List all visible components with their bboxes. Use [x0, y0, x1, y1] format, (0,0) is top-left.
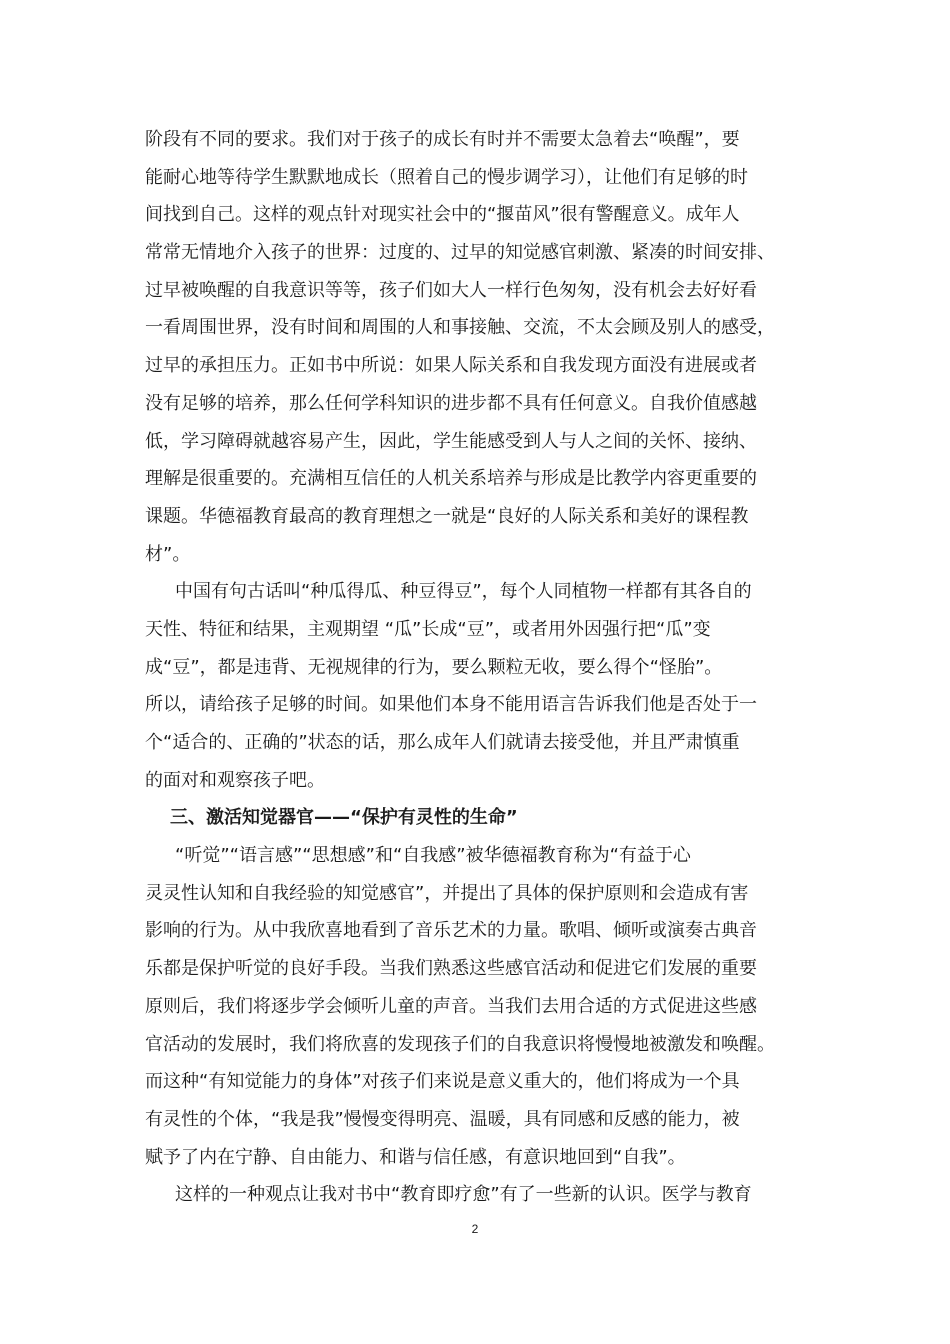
text-line: 赋予了内在宁静、自由能力、和谐与信任感，有意识地回到“自我”。 [145, 1146, 686, 1168]
text-line: 理解是很重要的。充满相互信任的人机关系培养与形成是比教学内容更重要的 [145, 468, 757, 490]
text-line: 官活动的发展时，我们将欣喜的发现孩子们的自我意识将慢慢地被激发和唤醒。 [145, 1033, 775, 1055]
text-line: 个“适合的、正确的”状态的话，那么成年人们就请去接受他，并且严肃慎重 [145, 732, 740, 753]
text-line: 有灵性的个体，“我是我”慢慢变得明亮、温暖，具有同感和反感的能力，被 [145, 1108, 740, 1130]
text-line: 课题。华德福教育最高的教育理想之一就是“良好的人际关系和美好的课程教 [145, 505, 749, 527]
text-line: 能耐心地等待学生默默地成长（照着自己的慢步调学习），让他们有足够的时 [145, 166, 748, 188]
page-number: 2 [471, 1222, 479, 1236]
paragraph-first-line: 中国有句古话叫“种瓜得瓜、种豆得豆”，每个人同植物一样都有其各自的 [175, 581, 752, 603]
section-heading: 三、激活知觉器官——“保护有灵性的生命” [170, 807, 518, 829]
text-line: 成“豆”，都是违背、无视规律的行为，要么颗粒无收，要么得个“怪胎”。 [145, 656, 723, 678]
text-line: 原则后，我们将逐步学会倾听儿童的声音。当我们去用合适的方式促进这些感 [145, 995, 757, 1017]
text-line: 间找到自己。这样的观点针对现实社会中的“揠苗风”很有警醒意义。成年人 [145, 204, 740, 226]
text-line: 低，学习障碍就越容易产生，因此，学生能感受到人与人之间的关怀、接纳、 [145, 430, 757, 452]
paragraph-first-line: 这样的一种观点让我对书中“教育即疗愈”有了一些新的认识。医学与教育 [175, 1184, 752, 1206]
paragraph-first-line: “听觉”“语言感”“思想感”和“自我感”被华德福教育称为“有益于心 [175, 845, 691, 867]
text-line: 影响的行为。从中我欣喜地看到了音乐艺术的力量。歌唱、倾听或演奏古典音 [145, 920, 757, 942]
text-line: 天性、特征和结果，主观期望 “瓜”长成“豆”，或者用外因强行把“瓜”变 [145, 618, 711, 640]
text-line: 的面对和观察孩子吧。 [145, 769, 325, 791]
text-line: 没有足够的培养，那么任何学科知识的进步都不具有任何意义。自我价值感越 [145, 392, 757, 414]
text-line: 过早被唤醒的自我意识等等，孩子们如大人一样行色匆匆，没有机会去好好看 [145, 279, 757, 301]
text-line: 常常无情地介入孩子的世界：过度的、过早的知觉感官刺激、紧凑的时间安排、 [145, 242, 775, 264]
text-line: 灵灵性认知和自我经验的知觉感官”，并提出了具体的保护原则和会造成有害 [145, 882, 749, 904]
text-line: 材”。 [145, 543, 191, 565]
text-line: 过早的承担压力。正如书中所说：如果人际关系和自我发现方面没有进展或者 [145, 355, 757, 377]
text-line: 乐都是保护听觉的良好手段。当我们熟悉这些感官活动和促进它们发展的重要 [145, 958, 757, 980]
document-body [145, 121, 815, 1214]
text-line: 一看周围世界，没有时间和周围的人和事接触、交流，不太会顾及别人的感受， [145, 317, 775, 339]
text-line: 而这种“有知觉能力的身体”对孩子们来说是意义重大的，他们将成为一个具 [145, 1071, 740, 1093]
text-line: 阶段有不同的要求。我们对于孩子的成长有时并不需要太急着去“唤醒”，要 [145, 129, 740, 150]
text-line: 所以，请给孩子足够的时间。如果他们本身不能用语言告诉我们他是否处于一 [145, 694, 757, 716]
